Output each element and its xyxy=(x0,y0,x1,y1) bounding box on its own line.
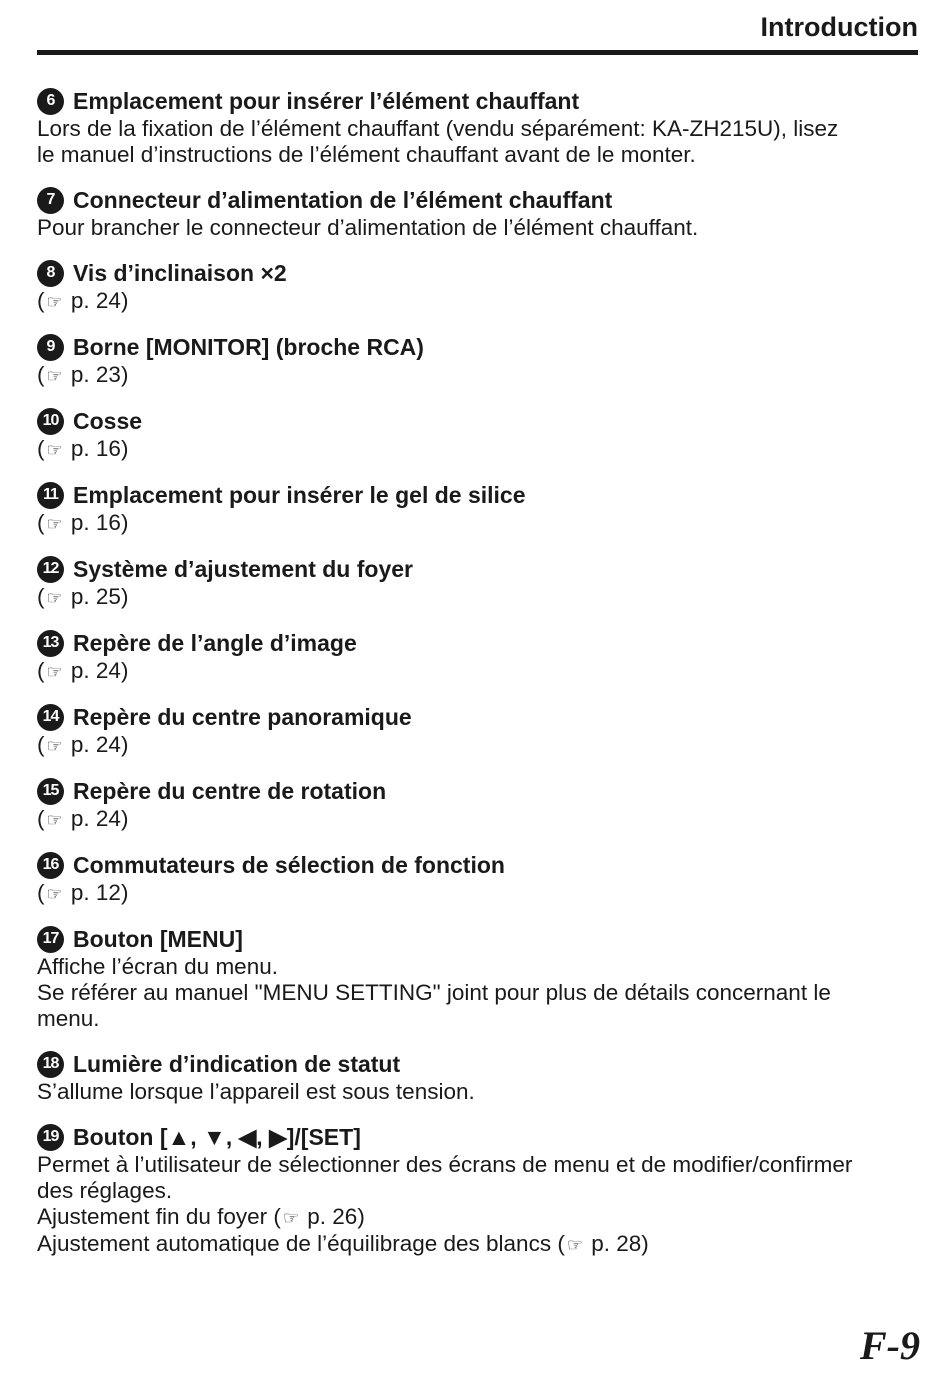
page-reference: ( ☞ p. 16) xyxy=(37,436,129,461)
item-heading xyxy=(37,776,918,806)
page-reference: ( ☞ p. 24) xyxy=(37,658,129,683)
item-number-badge: 15 xyxy=(37,778,64,805)
item-title-text: Borne [MONITOR] (broche RCA) xyxy=(73,334,424,360)
page-reference: ( ☞ p. 24) xyxy=(37,806,129,831)
item-number-badge: 10 xyxy=(37,408,64,435)
list-item xyxy=(37,86,918,168)
page-number: F-9 xyxy=(860,1323,920,1368)
item-heading xyxy=(37,1122,918,1152)
item-heading xyxy=(37,185,918,215)
item-description-line: des réglages. xyxy=(37,1178,173,1203)
item-number-badge: 12 xyxy=(37,556,64,583)
item-heading xyxy=(37,554,918,584)
reference-line-text: Ajustement fin du foyer ( xyxy=(37,1204,281,1229)
item-heading xyxy=(37,924,918,954)
item-number-badge: 18 xyxy=(37,1051,64,1078)
pointing-hand-icon: ☞ xyxy=(46,810,63,830)
item-title-text: Emplacement pour insérer l’élément chauffant xyxy=(73,88,580,114)
item-title-text: Vis d’inclinaison ×2 xyxy=(73,260,287,286)
list-item xyxy=(37,185,918,241)
page-reference: ( ☞ p. 24) xyxy=(37,732,129,757)
list-item xyxy=(37,480,918,537)
item-heading xyxy=(37,702,918,732)
item-heading xyxy=(37,258,918,288)
reference-line-close: ) xyxy=(641,1231,649,1256)
item-description-line: Affiche l’écran du menu. xyxy=(37,954,278,979)
item-title-text: Repère du centre panoramique xyxy=(73,704,412,730)
page-reference-text: p. 24 xyxy=(70,732,121,757)
item-heading xyxy=(37,1049,918,1079)
item-title-text: Bouton [▲, ▼, ◀, ▶]/[SET] xyxy=(73,1124,361,1150)
item-description-line: le manuel d’instructions de l’élément chauffant avant de le monter. xyxy=(37,142,696,167)
page-reference-text: p. 26 xyxy=(307,1204,358,1229)
page-reference: ( ☞ p. 23) xyxy=(37,362,129,387)
page-reference-text: p. 28 xyxy=(591,1231,642,1256)
item-title-text: Repère de l’angle d’image xyxy=(73,630,357,656)
item-reference-line xyxy=(37,1204,918,1231)
reference-line-close: ) xyxy=(357,1204,365,1229)
item-description-line: S’allume lorsque l’appareil est sous tension. xyxy=(37,1079,475,1104)
page-reference: ( ☞ p. 16) xyxy=(37,510,129,535)
item-heading xyxy=(37,332,918,362)
item-number-badge: 19 xyxy=(37,1124,64,1151)
item-title-text: Emplacement pour insérer le gel de silice xyxy=(73,482,526,508)
pointing-hand-icon: ☞ xyxy=(46,440,63,460)
list-item xyxy=(37,258,918,315)
reference-line-text: Ajustement automatique de l’équilibrage des blancs ( xyxy=(37,1231,565,1256)
page-reference-text: p. 24 xyxy=(70,658,121,683)
item-description-line: Permet à l’utilisateur de sélectionner des écrans de menu et de modifier/confirmer xyxy=(37,1152,853,1177)
item-number-badge: 7 xyxy=(37,187,64,214)
item-list xyxy=(37,86,918,1275)
pointing-hand-icon: ☞ xyxy=(46,366,63,386)
item-number-badge: 14 xyxy=(37,704,64,731)
item-heading xyxy=(37,628,918,658)
page-reference-text: p. 12 xyxy=(70,880,121,905)
header-divider xyxy=(37,50,918,55)
item-number-badge: 11 xyxy=(37,482,64,509)
page-reference: ( ☞ p. 24) xyxy=(37,288,129,313)
page-reference-text: p. 25 xyxy=(70,584,121,609)
list-item xyxy=(37,850,918,907)
item-description-line: Se référer au manuel "MENU SETTING" joint pour plus de détails concernant le xyxy=(37,980,831,1005)
item-heading xyxy=(37,406,918,436)
list-item xyxy=(37,628,918,685)
item-number-badge: 8 xyxy=(37,260,64,287)
pointing-hand-icon: ☞ xyxy=(46,514,63,534)
list-item xyxy=(37,1049,918,1105)
pointing-hand-icon: ☞ xyxy=(46,588,63,608)
page-reference-text: p. 16 xyxy=(70,510,121,535)
item-title-text: Système d’ajustement du foyer xyxy=(73,556,413,582)
item-description-line: menu. xyxy=(37,1006,100,1031)
item-number-badge: 16 xyxy=(37,852,64,879)
page-reference: ( ☞ p. 25) xyxy=(37,584,129,609)
page-reference-text: p. 23 xyxy=(70,362,121,387)
item-heading xyxy=(37,86,918,116)
item-heading xyxy=(37,850,918,880)
item-number-badge: 9 xyxy=(37,334,64,361)
item-title-text: Bouton [MENU] xyxy=(73,926,243,952)
item-description-line: Pour brancher le connecteur d’alimentation de l’élément chauffant. xyxy=(37,215,699,240)
page-header-title: Introduction xyxy=(760,12,918,42)
list-item xyxy=(37,406,918,463)
item-title-text: Connecteur d’alimentation de l’élément chauffant xyxy=(73,187,613,213)
pointing-hand-icon: ☞ xyxy=(566,1235,583,1255)
item-heading xyxy=(37,480,918,510)
pointing-hand-icon: ☞ xyxy=(46,884,63,904)
pointing-hand-icon: ☞ xyxy=(46,292,63,312)
list-item xyxy=(37,776,918,833)
list-item xyxy=(37,924,918,1032)
item-number-badge: 13 xyxy=(37,630,64,657)
pointing-hand-icon: ☞ xyxy=(282,1208,300,1228)
list-item xyxy=(37,332,918,389)
page-reference-text: p. 24 xyxy=(70,288,121,313)
page-reference-text: p. 16 xyxy=(70,436,121,461)
list-item xyxy=(37,554,918,611)
item-description-line: Lors de la fixation de l’élément chauffant (vendu séparément: KA-ZH215U), lisez xyxy=(37,116,839,141)
list-item xyxy=(37,702,918,759)
item-title-text: Lumière d’indication de statut xyxy=(73,1051,401,1077)
item-number-badge: 6 xyxy=(37,88,64,115)
page-reference: ( ☞ p. 12) xyxy=(37,880,129,905)
item-title-text: Repère du centre de rotation xyxy=(73,778,387,804)
list-item xyxy=(37,1122,918,1258)
item-number-badge: 17 xyxy=(37,926,64,953)
page-reference-text: p. 24 xyxy=(70,806,121,831)
pointing-hand-icon: ☞ xyxy=(46,736,63,756)
pointing-hand-icon: ☞ xyxy=(46,662,63,682)
item-title-text: Cosse xyxy=(73,408,143,434)
item-reference-line xyxy=(37,1231,918,1258)
item-title-text: Commutateurs de sélection de fonction xyxy=(73,852,505,878)
